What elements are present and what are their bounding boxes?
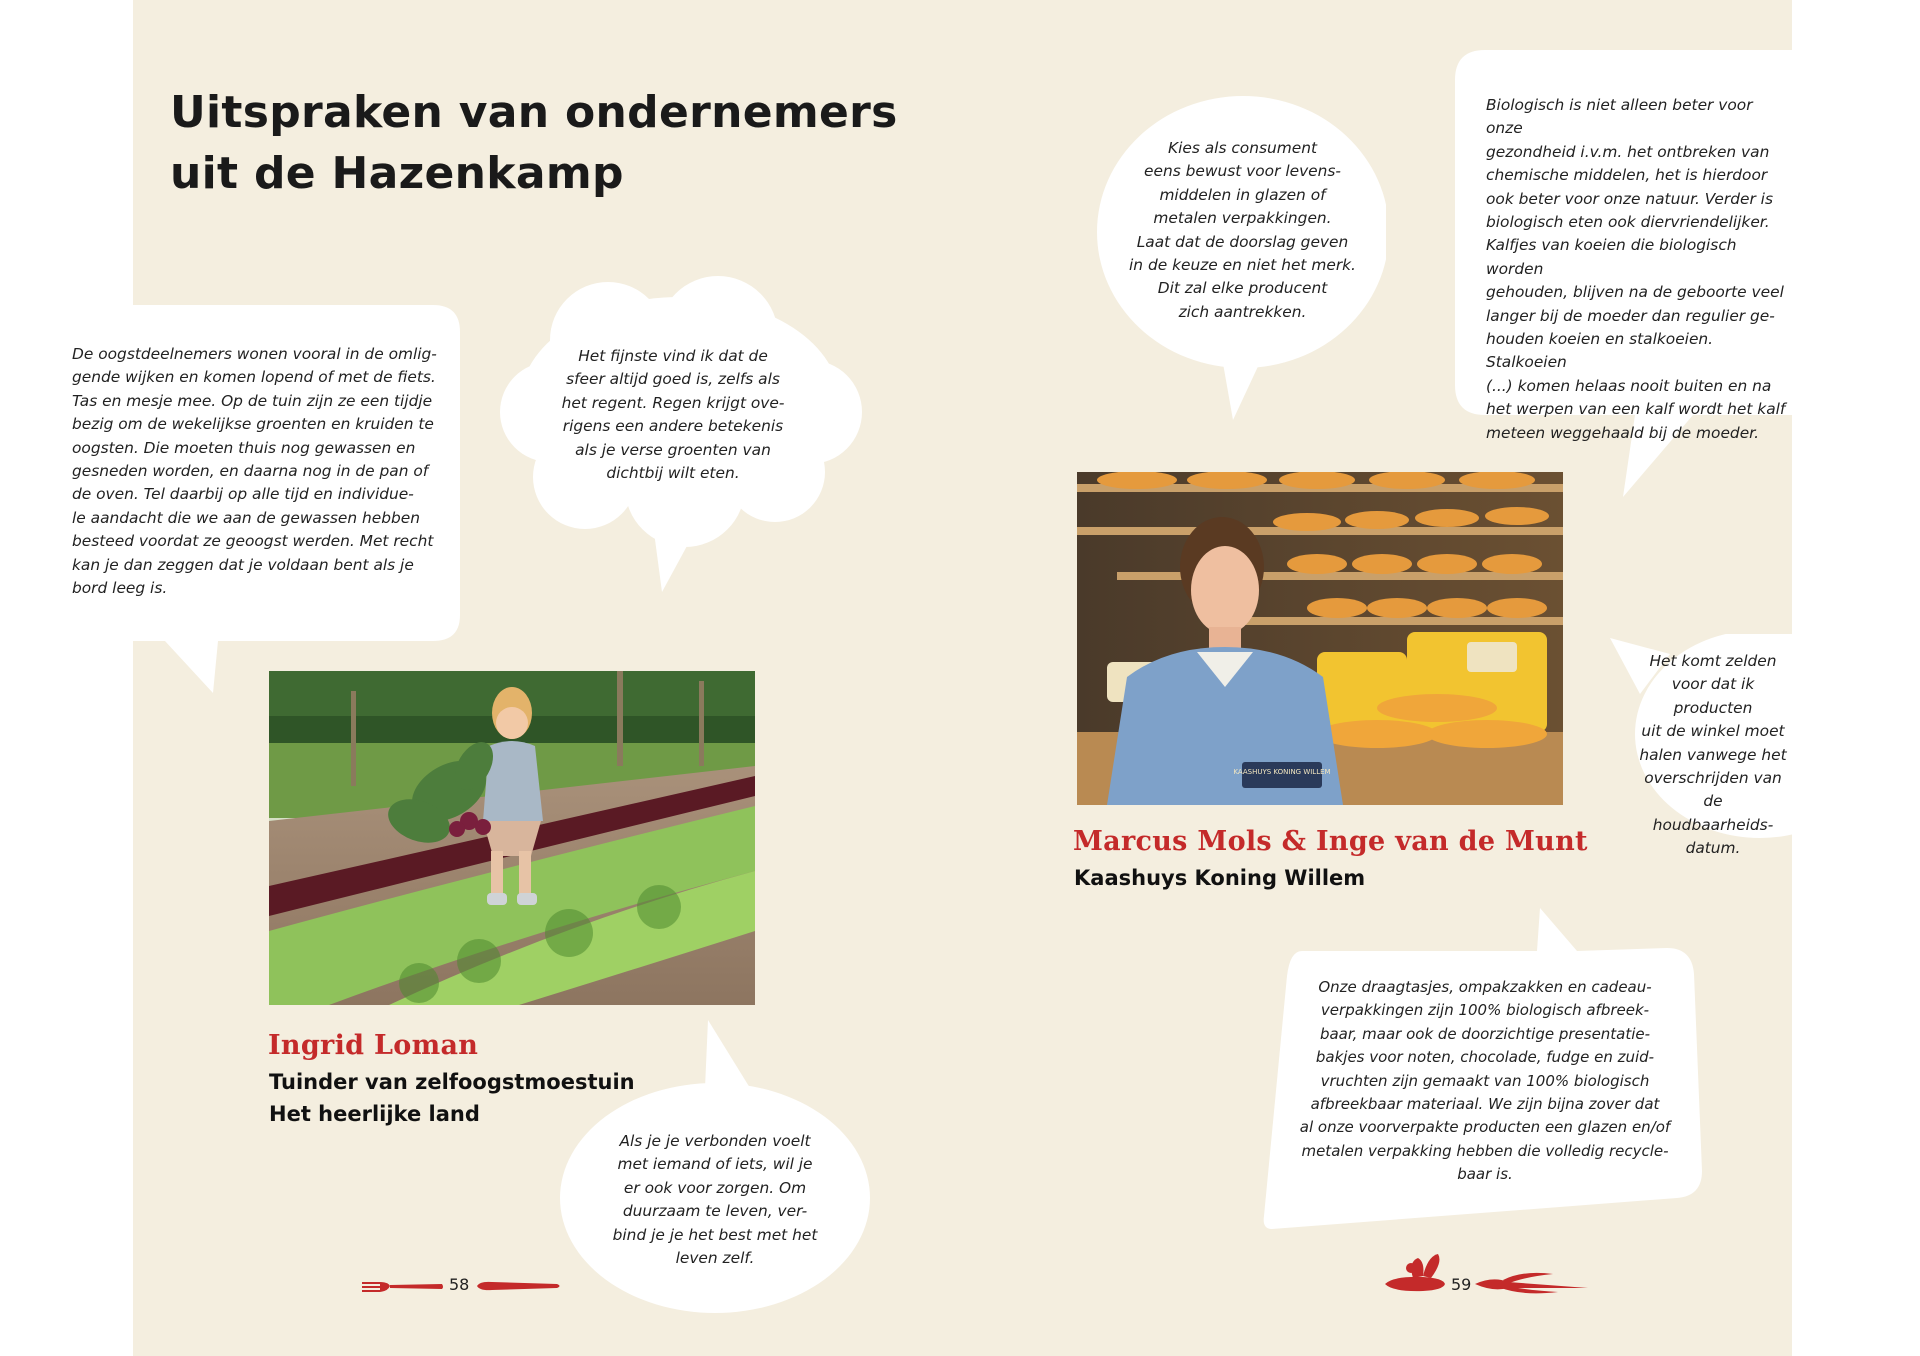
title-line-1: Uitspraken van ondernemers bbox=[170, 87, 898, 138]
quote-line: chemische middelen, het is hierdoor bbox=[1486, 166, 1768, 185]
quote-line: bind je je het best met het bbox=[612, 1225, 818, 1244]
quote-line: leven zelf. bbox=[675, 1249, 755, 1268]
quote-line: voor dat ik producten bbox=[1671, 675, 1755, 717]
quote-line: le aandacht die we aan de gewassen hebben bbox=[72, 508, 420, 527]
quote-line: er ook voor zorgen. Om bbox=[623, 1178, 807, 1197]
quote-line: zich aantrekken. bbox=[1178, 302, 1307, 321]
page-title bbox=[170, 82, 898, 204]
quote-connected bbox=[595, 1130, 835, 1270]
person-role-kaashuys: Kaashuys Koning Willem bbox=[1074, 866, 1366, 890]
quote-line: vruchten zijn gemaakt van 100% biologisch bbox=[1320, 1071, 1650, 1090]
quote-line: bord leeg is. bbox=[72, 579, 168, 598]
quote-organic bbox=[1486, 94, 1786, 445]
title-line-2: uit de Hazenkamp bbox=[170, 148, 624, 199]
quote-line: metalen verpakkingen. bbox=[1153, 209, 1332, 228]
quote-line: metalen verpakking hebben die volledig recycle- bbox=[1301, 1141, 1669, 1160]
quote-line: Biologisch is niet alleen beter voor onze bbox=[1486, 96, 1753, 138]
quote-line: rigens een andere betekenis bbox=[562, 417, 784, 436]
quote-harvest bbox=[72, 343, 442, 600]
quote-line: besteed voordat ze geoogst werden. Met recht bbox=[72, 532, 434, 551]
quote-line: Het fijnste vind ik dat de bbox=[578, 347, 768, 365]
quote-atmosphere bbox=[548, 345, 798, 485]
quote-line: uit de winkel moet bbox=[1641, 722, 1785, 741]
quote-line: als je verse groenten van bbox=[575, 440, 771, 459]
quote-line: het werpen van een kalf wordt het kalf bbox=[1486, 400, 1786, 419]
quote-line: baar, maar ook de doorzichtige presentatie- bbox=[1319, 1024, 1651, 1043]
quote-line: gehouden, blijven na de geboorte veel bbox=[1486, 283, 1784, 302]
quote-expiry bbox=[1638, 650, 1788, 861]
quote-line: Als je je verbonden voelt bbox=[619, 1132, 811, 1150]
quote-line: dichtbij wilt eten. bbox=[606, 464, 740, 483]
quote-line: bakjes voor noten, chocolade, fudge en zuid- bbox=[1315, 1048, 1655, 1067]
quote-line: Kalfjes van koeien die biologisch worden bbox=[1486, 236, 1737, 278]
page-number-right: 59 bbox=[1451, 1275, 1472, 1294]
quote-line: oogsten. Die moeten thuis nog gewassen en bbox=[72, 438, 416, 457]
photo-ingrid-garden bbox=[269, 671, 755, 1005]
quote-line: Het komt zelden bbox=[1649, 652, 1777, 670]
quote-line: duurzaam te leven, ver- bbox=[622, 1202, 808, 1221]
quote-line: met iemand of iets, wil je bbox=[617, 1155, 813, 1174]
quote-line: biologisch eten ook diervriendelijker. bbox=[1486, 213, 1770, 232]
quote-line: Kies als consument bbox=[1167, 139, 1318, 157]
quote-line: datum. bbox=[1685, 839, 1741, 858]
apron-label: KAASHUYS KONING WILLEM bbox=[1233, 768, 1331, 776]
role-line: Het heerlijke land bbox=[269, 1102, 480, 1126]
person-name-ingrid: Ingrid Loman bbox=[268, 1030, 479, 1061]
quote-bags bbox=[1290, 976, 1680, 1187]
page-number-left: 58 bbox=[449, 1275, 470, 1294]
quote-packaging-choice bbox=[1115, 137, 1370, 324]
role-line: Tuinder van zelfoogstmoestuin bbox=[269, 1070, 635, 1094]
quote-line: halen vanwege het bbox=[1639, 745, 1787, 764]
quote-line: kan je dan zeggen dat je voldaan bent als je bbox=[72, 555, 414, 574]
quote-line: (...) komen helaas nooit buiten en na bbox=[1486, 376, 1772, 395]
quote-line: De oogstdeelnemers wonen vooral in de omlig- bbox=[72, 345, 437, 363]
person-name-marcus-inge: Marcus Mols & Inge van de Munt bbox=[1073, 826, 1588, 857]
quote-line: eens bewust voor levens- bbox=[1144, 162, 1341, 181]
quote-line: gende wijken en komen lopend of met de fiets. bbox=[72, 368, 436, 387]
quote-line: ook beter voor onze natuur. Verder is bbox=[1486, 189, 1773, 208]
quote-line: meteen weggehaald bij de moeder. bbox=[1486, 423, 1759, 442]
person-role-ingrid bbox=[269, 1066, 635, 1130]
quote-line: Dit zal elke producent bbox=[1157, 279, 1328, 298]
photo-cheese-shop bbox=[1077, 472, 1563, 805]
quote-line: in de keuze en niet het merk. bbox=[1129, 256, 1356, 275]
quote-line: Laat dat de doorslag geven bbox=[1136, 232, 1349, 251]
quote-line: al onze voorverpakte producten een glazen en/of bbox=[1299, 1118, 1671, 1137]
quote-line: houden koeien en stalkoeien. Stalkoeien bbox=[1486, 330, 1714, 372]
quote-line: overschrijden van de bbox=[1644, 769, 1782, 811]
radish-icon bbox=[1383, 1252, 1593, 1298]
quote-line: gesneden worden, en daarna nog in de pan of bbox=[72, 462, 429, 481]
quote-line: afbreekbaar materiaal. We zijn bijna zover dat bbox=[1310, 1095, 1660, 1114]
quote-line: middelen in glazen of bbox=[1159, 185, 1326, 204]
quote-line: Tas en mesje mee. Op de tuin zijn ze een tijdje bbox=[72, 391, 433, 410]
quote-line: Onze draagtasjes, ompakzakken en cadeau- bbox=[1318, 978, 1652, 996]
quote-line: bezig om de wekelijkse groenten en kruiden te bbox=[72, 415, 434, 434]
quote-line: houdbaarheids- bbox=[1652, 815, 1774, 834]
quote-line: het regent. Regen krijgt ove- bbox=[561, 393, 785, 412]
quote-line: langer bij de moeder dan regulier ge- bbox=[1486, 306, 1775, 325]
quote-line: verpakkingen zijn 100% biologisch afbreek- bbox=[1320, 1001, 1650, 1020]
quote-line: sfeer altijd goed is, zelfs als bbox=[566, 370, 780, 389]
quote-line: baar is. bbox=[1457, 1165, 1513, 1184]
quote-line: de oven. Tel daarbij op alle tijd en individue- bbox=[72, 485, 414, 504]
quote-line: gezondheid i.v.m. het ontbreken van bbox=[1486, 142, 1770, 161]
